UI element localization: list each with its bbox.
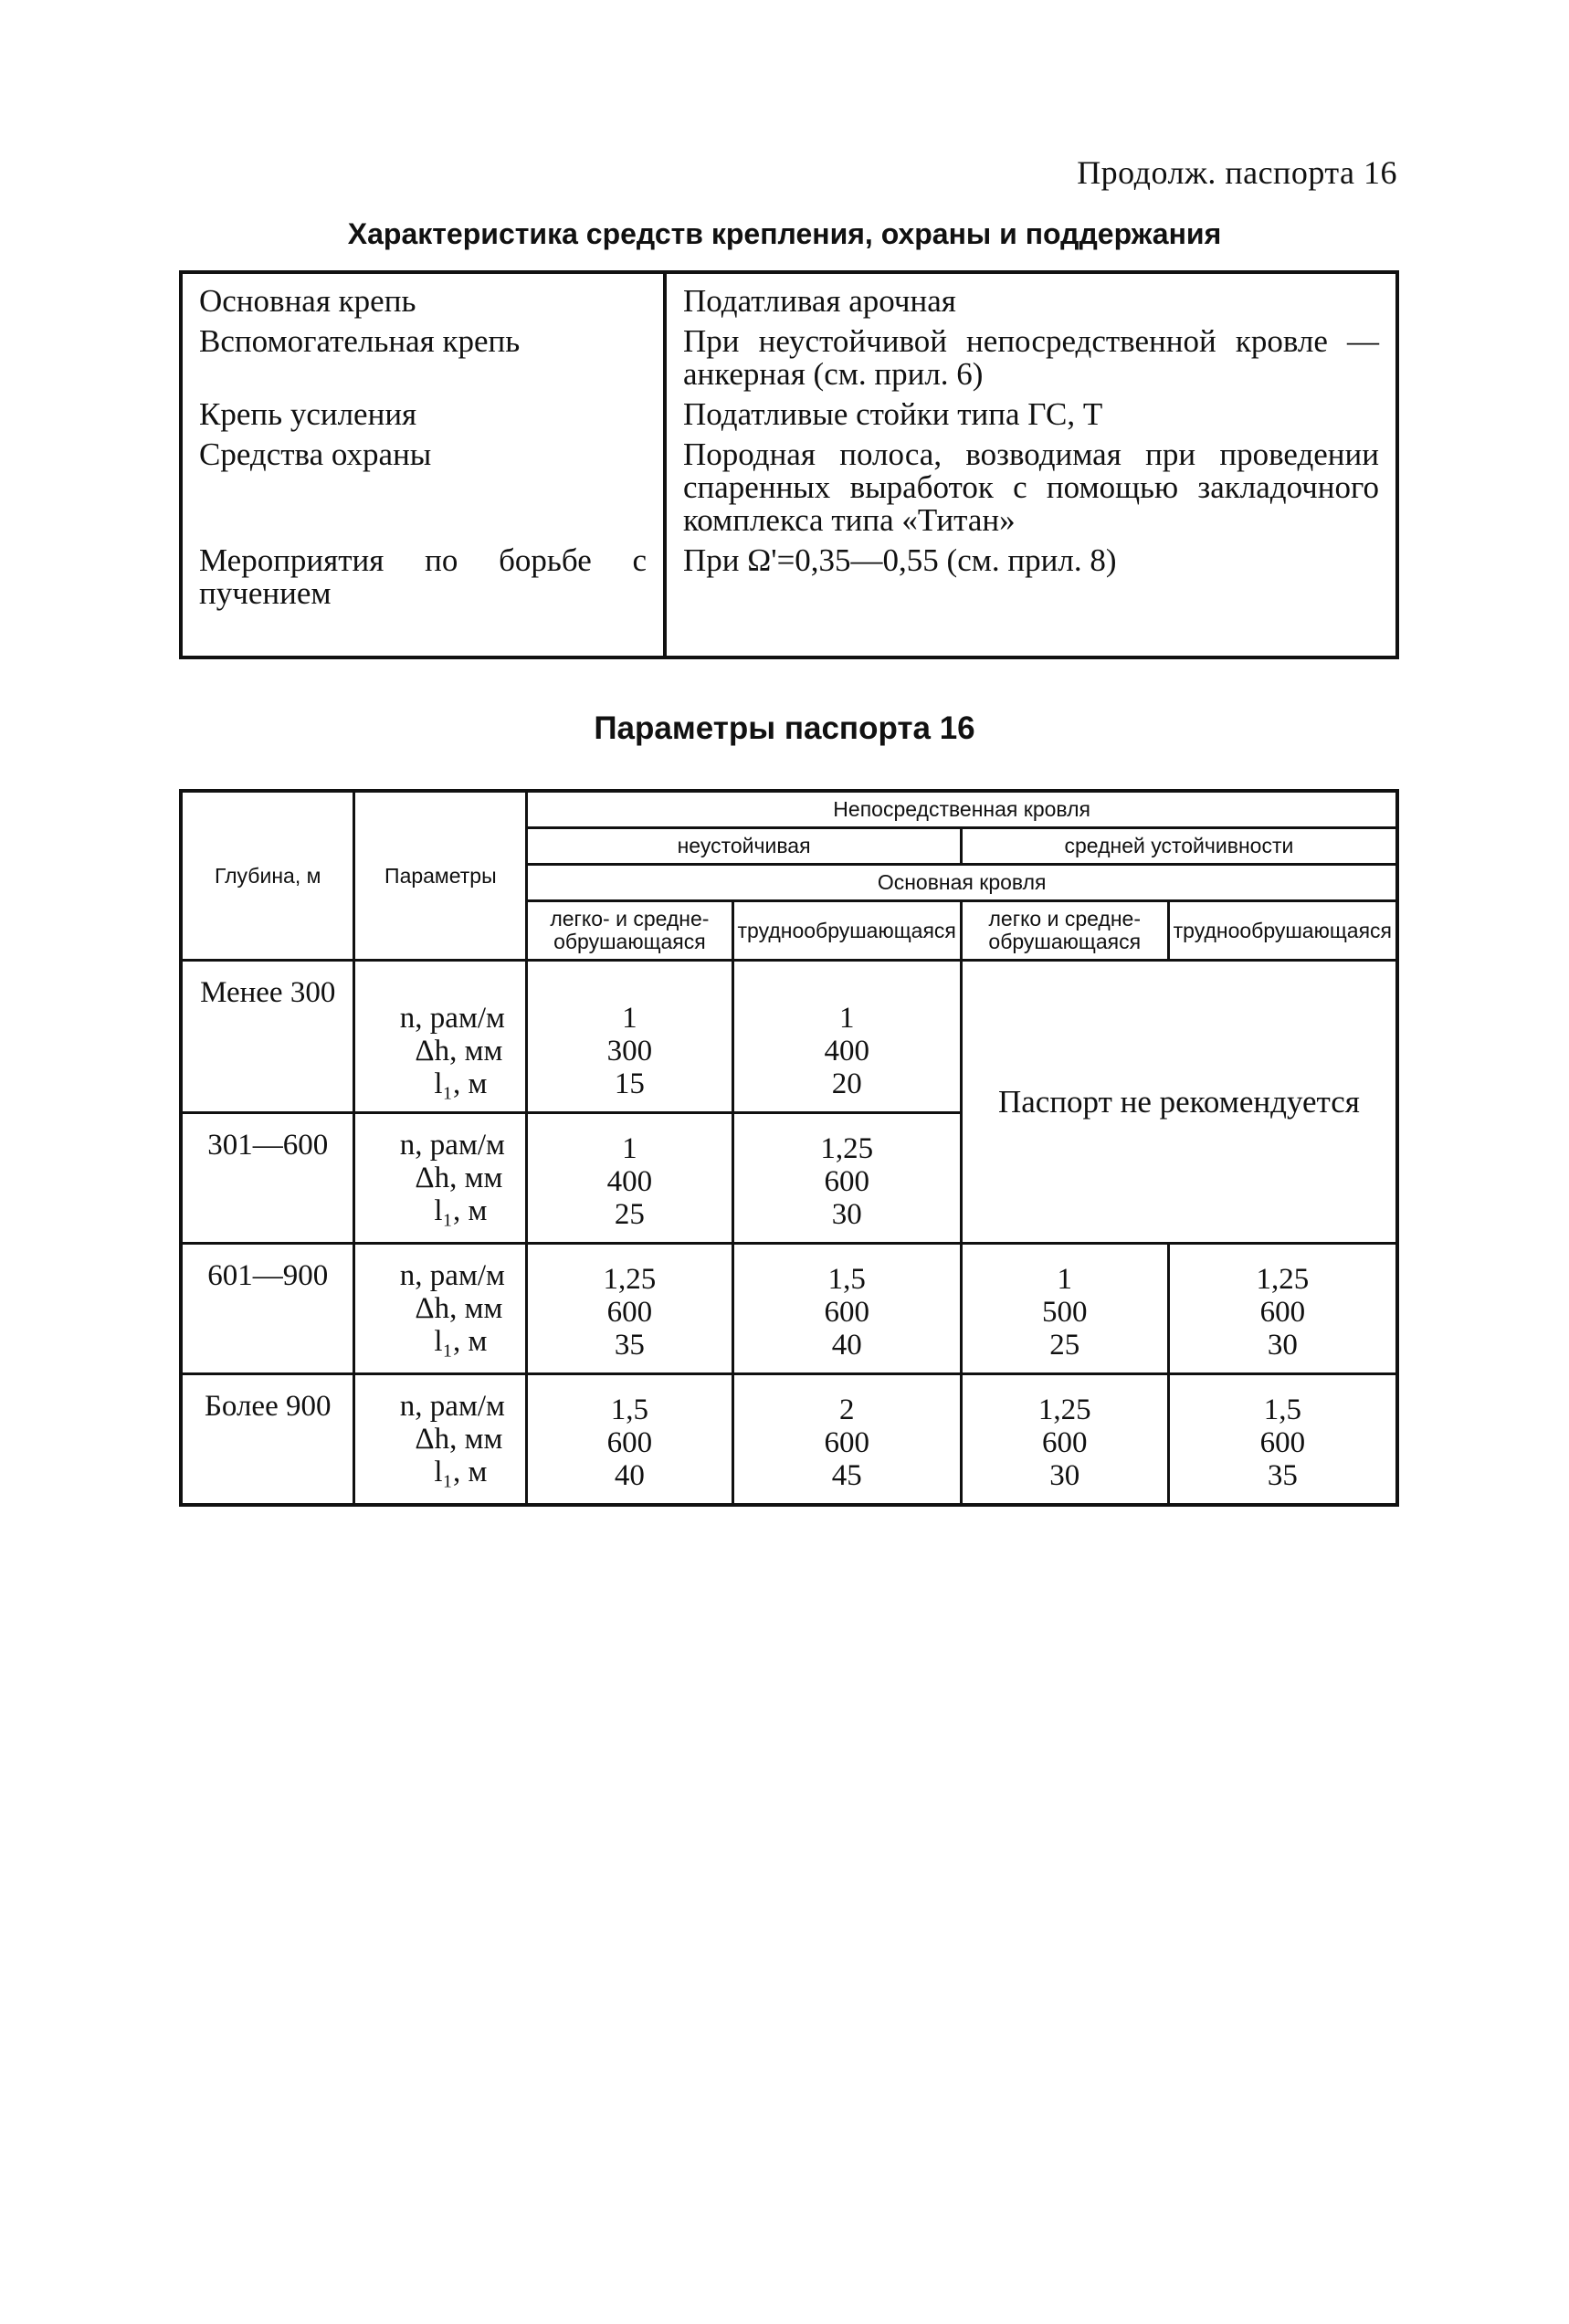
value-dh: 600: [606, 1426, 653, 1459]
depth-cell: Менее 300: [181, 961, 354, 1113]
value-cell: [527, 1374, 732, 1506]
value-cell: [732, 961, 961, 1113]
param-n-label: n, рам/м: [399, 1259, 505, 1292]
unstable-header: неустойчивая: [527, 828, 962, 865]
params-header: Параметры: [354, 791, 527, 961]
hard-collapse-header-2: труднообрушающаяся: [1168, 901, 1397, 961]
continuation-note: Продолж. паспорта 16: [1077, 154, 1397, 191]
medium-stable-header: средней устойчивности: [961, 828, 1397, 865]
parameters-table: [179, 789, 1399, 1507]
immediate-roof-header: Непосредственная кровля: [527, 791, 1397, 828]
value-l1: 35: [614, 1329, 645, 1362]
params-cell: [354, 1374, 527, 1506]
value-l1: 30: [831, 1198, 862, 1231]
row-value: При Ω'=0,35—0,55 (см. прил. 8): [683, 542, 1117, 578]
row-value: При неустойчивой непосредственной кровле — анкерная (см. прил. 6): [683, 323, 1379, 392]
params-cell: [354, 1113, 527, 1244]
row-key: Основная крепь: [181, 272, 665, 321]
hard-collapse-header: труднообрушающаяся: [732, 901, 961, 961]
value-cell: [732, 1113, 961, 1244]
value-l1: 25: [614, 1198, 645, 1231]
value-n: 1: [838, 1002, 855, 1035]
param-l1-label: l₁, м: [434, 1194, 488, 1227]
value-n: 1,5: [827, 1263, 866, 1296]
value-n: 1,25: [1037, 1393, 1091, 1426]
value-dh: 400: [606, 1165, 653, 1198]
param-n-label: n, рам/м: [399, 1129, 505, 1162]
row-key: Вспомогательная крепь: [181, 321, 665, 394]
value-cell: [961, 1374, 1168, 1506]
main-roof-header: Основная кровля: [527, 865, 1397, 901]
value-n: 1,25: [603, 1263, 657, 1296]
value-n: 1,5: [1263, 1393, 1301, 1426]
row-value: Податливые стойки типа ГС, Т: [683, 396, 1103, 432]
value-dh: 600: [824, 1426, 869, 1459]
value-cell: [961, 1244, 1168, 1374]
row-key: Средства охраны: [181, 435, 665, 541]
depth-header: Глубина, м: [181, 791, 354, 961]
value-cell: [527, 1113, 732, 1244]
depth-cell: Более 900: [181, 1374, 354, 1506]
param-n-label: n, рам/м: [399, 1002, 505, 1035]
value-l1: 35: [1267, 1459, 1298, 1492]
value-dh: 600: [606, 1296, 653, 1329]
value-l1: 40: [614, 1459, 645, 1492]
value-dh: 300: [606, 1035, 653, 1067]
row-key: Крепь усиления: [181, 394, 665, 435]
value-dh: 500: [1041, 1296, 1088, 1329]
value-cell: [527, 1244, 732, 1374]
param-dh-label: Δh, мм: [415, 1162, 503, 1194]
param-l1-label: l₁, м: [434, 1456, 488, 1488]
header-row: [181, 791, 1397, 828]
param-n-label: n, рам/м: [399, 1390, 505, 1423]
value-cell: [732, 1374, 961, 1506]
table-row: [181, 1374, 1397, 1506]
param-l1-label: l₁, м: [434, 1325, 488, 1358]
params-cell: [354, 961, 527, 1113]
table-row: [181, 541, 1397, 657]
table-row: [181, 1244, 1397, 1374]
row-value: Породная полоса, возводимая при проведении спаренных выработок с помощью закладочного комплекса типа «Титан»: [683, 436, 1379, 538]
value-n: 1,25: [820, 1132, 874, 1165]
value-dh: 600: [1259, 1426, 1306, 1459]
value-cell: [1168, 1244, 1397, 1374]
value-cell: [527, 961, 732, 1113]
value-l1: 30: [1267, 1329, 1298, 1362]
value-n: 1,5: [610, 1393, 649, 1426]
characteristics-title: Характеристика средств крепления, охраны и поддержания: [347, 217, 1222, 250]
easy-collapse-header-2: легко и средне-обрушающаяся: [961, 901, 1168, 961]
value-cell: [732, 1244, 961, 1374]
value-dh: 600: [824, 1296, 869, 1329]
value-l1: 15: [614, 1067, 645, 1100]
value-n: 1: [622, 1132, 637, 1165]
characteristics-table: [179, 270, 1399, 659]
table-row: [181, 272, 1397, 321]
depth-cell: 601—900: [181, 1244, 354, 1374]
value-l1: 30: [1049, 1459, 1080, 1492]
value-l1: 45: [831, 1459, 862, 1492]
value-dh: 400: [824, 1035, 869, 1067]
value-l1: 40: [831, 1329, 862, 1362]
params-cell: [354, 1244, 527, 1374]
parameters-title: Параметры паспорта 16: [594, 710, 975, 746]
row-value: Податливая арочная: [683, 283, 956, 319]
table-row: [181, 394, 1397, 435]
value-dh: 600: [824, 1165, 869, 1198]
value-l1: 20: [831, 1067, 862, 1100]
not-recommended-cell: Паспорт не рекомендуется: [961, 961, 1397, 1244]
table-row: [181, 321, 1397, 394]
param-dh-label: Δh, мм: [415, 1292, 503, 1325]
param-dh-label: Δh, мм: [415, 1035, 503, 1067]
table-row: [181, 435, 1397, 541]
value-dh: 600: [1259, 1296, 1306, 1329]
param-dh-label: Δh, мм: [415, 1423, 503, 1456]
row-key: Мероприятия по борьбе с пучением: [181, 541, 665, 657]
value-n: 1: [1057, 1263, 1072, 1296]
value-n: 2: [838, 1393, 855, 1426]
value-n: 1: [622, 1002, 637, 1035]
param-l1-label: l₁, м: [434, 1067, 488, 1100]
value-cell: [1168, 1374, 1397, 1506]
value-dh: 600: [1041, 1426, 1088, 1459]
easy-collapse-header: легко- и средне-обрушающаяся: [527, 901, 732, 961]
value-l1: 25: [1049, 1329, 1080, 1362]
table-row: [181, 961, 1397, 1113]
depth-cell: 301—600: [181, 1113, 354, 1244]
value-n: 1,25: [1256, 1263, 1310, 1296]
